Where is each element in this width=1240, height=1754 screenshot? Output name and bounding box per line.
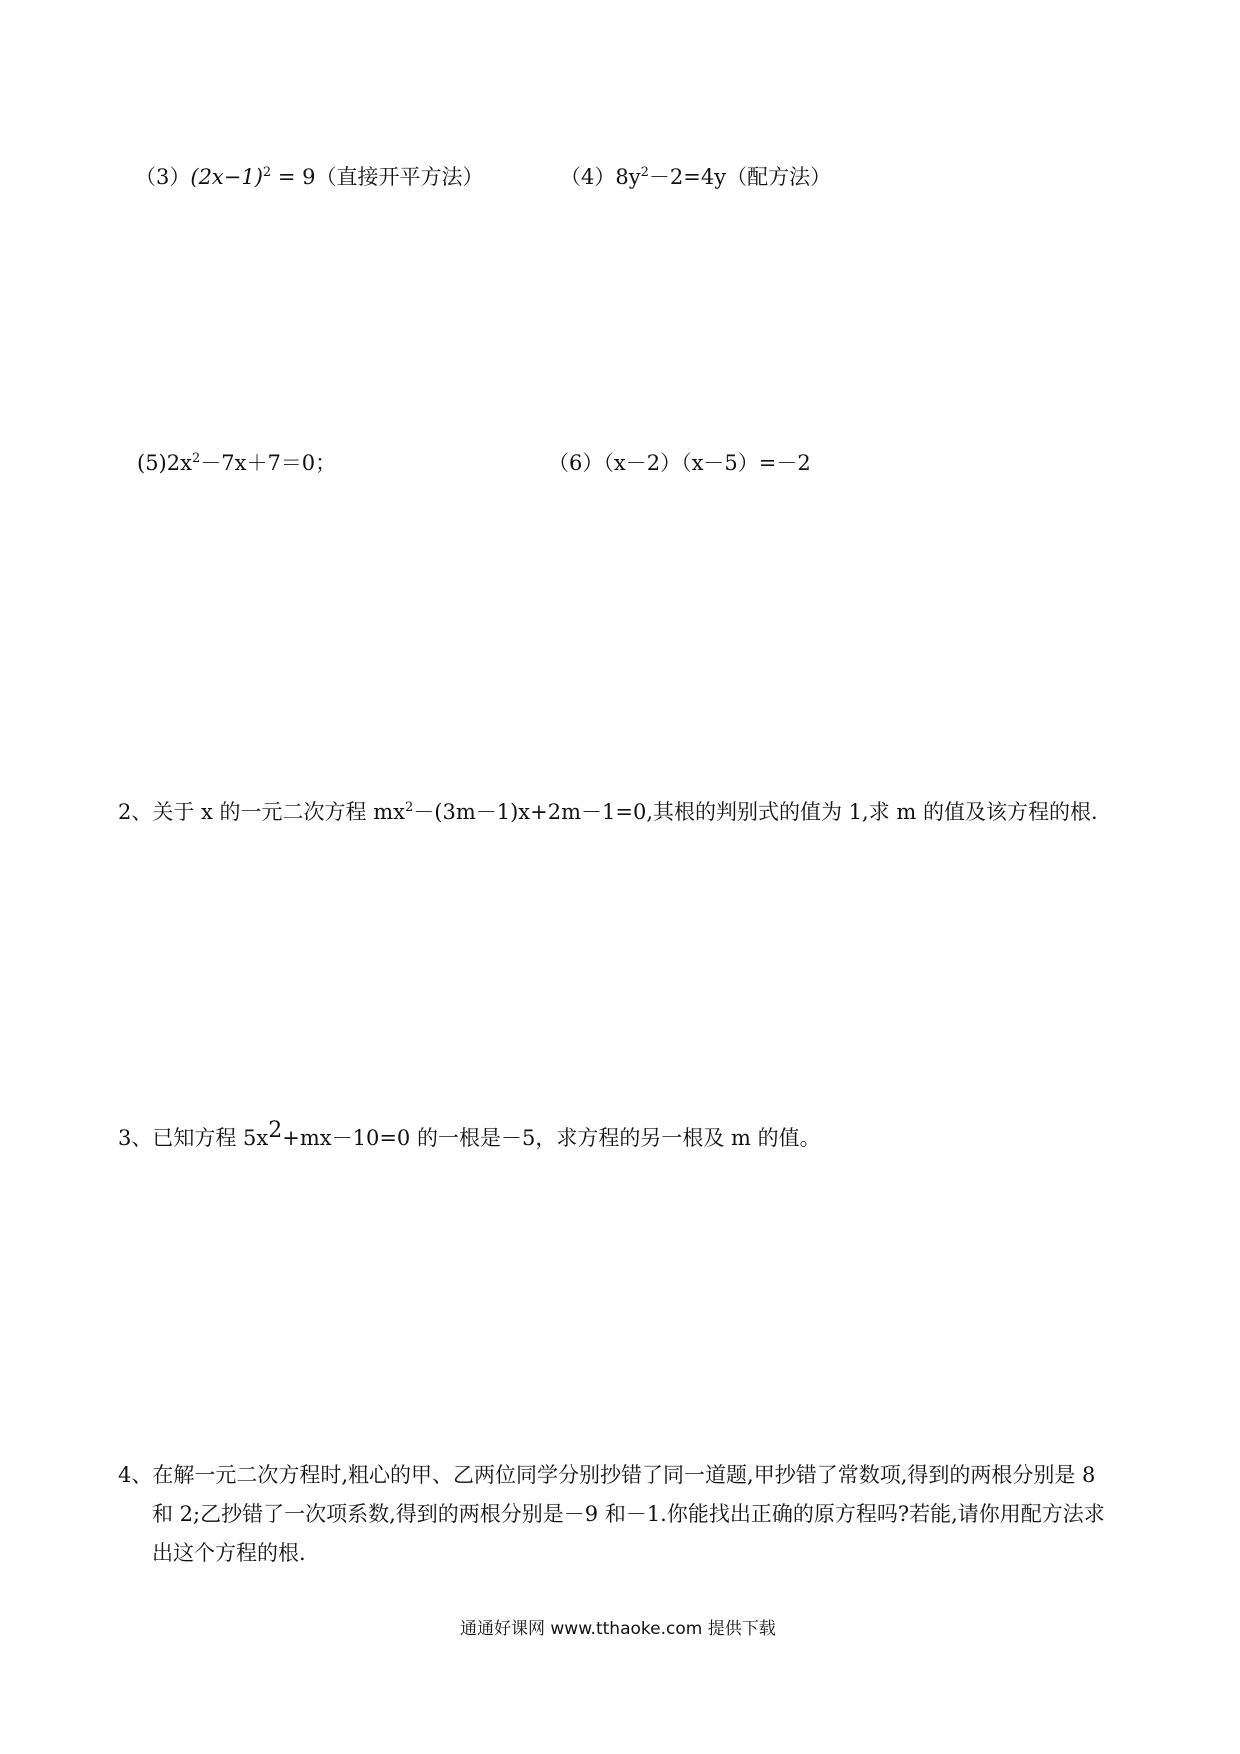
question-2-text-a: 2、关于 x 的一元二次方程 mx (118, 800, 405, 824)
problem-6 (548, 450, 811, 476)
question-4-line-3: 出这个方程的根. (152, 1541, 306, 1565)
problem-4-rest: －2=4y（配方法） (648, 165, 832, 189)
question-3-text-b: +mx－10=0 的一根是－5，求方程的另一根及 m 的值。 (282, 1126, 821, 1150)
page-footer: 通通好课网 www.tthaoke.com 提供下载 (460, 1619, 776, 1639)
problem-5 (137, 450, 336, 476)
question-2-exponent: 2 (405, 800, 414, 815)
problem-5-exponent: 2 (191, 451, 201, 466)
problem-3 (135, 164, 484, 190)
problem-5-rest: －7x＋7＝0； (200, 451, 337, 475)
question-4-line-2: 和 2;乙抄错了一次项系数,得到的两根分别是－9 和－1.你能找出正确的原方程吗?若能,请你用配方法求 (152, 1502, 1105, 1526)
question-3-text-a: 3、已知方程 5x (118, 1126, 269, 1150)
problem-4 (560, 164, 831, 190)
problem-5-expr: (5)2x (137, 451, 192, 475)
problem-4-expr: 8y (615, 165, 641, 189)
problem-4-label: （4） (560, 165, 616, 189)
question-3-exponent: 2 (268, 1118, 283, 1143)
problem-3-rest: = 9（直接开平方法） (271, 165, 484, 189)
question-2 (118, 799, 1098, 825)
problem-3-exponent: 2 (262, 165, 272, 180)
question-3 (118, 1118, 821, 1151)
problem-3-expr: (2x−1) (190, 165, 263, 189)
question-2-text-b: －(3m－1)x+2m－1=0,其根的判别式的值为 1,求 m 的值及该方程的根. (413, 800, 1098, 824)
question-4-line-1: 4、在解一元二次方程时,粗心的甲、乙两位同学分别抄错了同一道题,甲抄错了常数项,得到的两根分别是 8 (118, 1463, 1096, 1487)
problem-4-exponent: 2 (640, 165, 649, 180)
problem-3-label: （3） (135, 165, 191, 189)
problem-6-text: （6）（x－2）（x－5）=－2 (548, 451, 811, 475)
